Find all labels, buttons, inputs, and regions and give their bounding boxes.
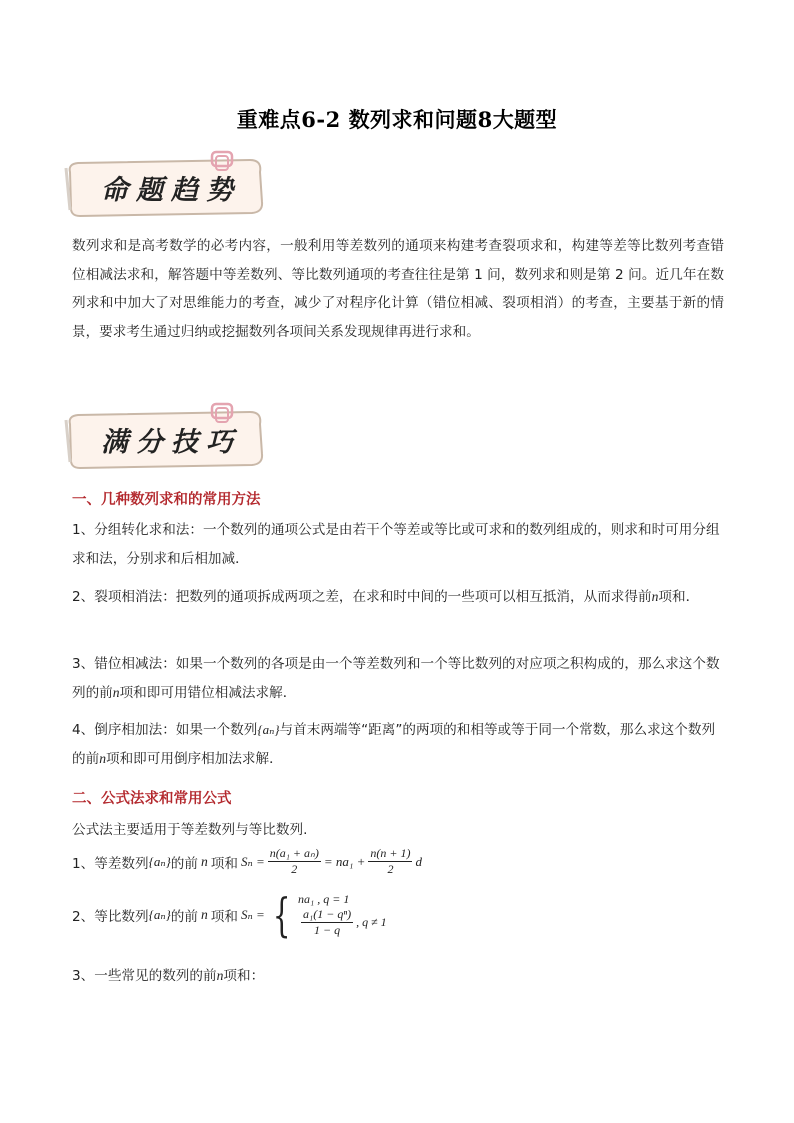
method-3: 3、错位相减法：如果一个数列的各项是由一个等差数列和一个等比数列的对应项之积构成的，那么求这个数列的前n项和即可用错位相减法求解． [72,656,720,701]
section2-heading: 二、公式法求和常用公式 [72,791,232,807]
method-4: 4、倒序相加法：如果一个数列{aₙ}与首末两端等“距离”的两项的和相等或等于同一个常数，那么求这个数列的前n项和即可用倒序相加法求解． [72,722,716,767]
method-1: 1、分组转化求和法：一个数列的通项公式是由若干个等差或等比或可求和的数列组成的，则求和时可用分组求和法，分别求和后相加减． [72,522,720,567]
geometric-sum-formula: 2、等比数列 {aₙ} 的前 n 项和 Sₙ = { na₁ , q = 1 $\frac{\text{a₁(1 − qⁿ)}}{1 - q}$ , q ≠ 1 [72,888,387,942]
page-title: 重难点6-2 数列求和问题8大题型 [236,107,558,132]
left-brace-icon: { [272,888,291,942]
common-sums-intro: 3、一些常见的数列的前n项和： [72,968,265,984]
trend-banner-text: 命题趋势 [101,175,241,206]
section2-intro: 公式法主要适用于等差数列与等比数列. [72,822,308,838]
method-2: 2、裂项相消法：把数列的通项拆成两项之差，在求和时中间的一些项可以相互抵消，从而求得前n项和． [72,589,700,605]
arithmetic-sum-formula: 1、等差数列 {aₙ} 的前 n 项和 Sₙ = $\frac{\text{n(a₁ + aₙ)}}{2}$ = na₁ + $\frac{n(n + 1)}{2}$ d [72,846,422,876]
trend-banner [64,150,264,220]
section1-heading: 一、几种数列求和的常用方法 [72,492,261,508]
skills-banner-text: 满分技巧 [101,427,241,458]
skills-banner [64,402,264,472]
intro-paragraph: 数列求和是高考数学的必考内容，一般利用等差数列的通项来构建考查裂项求和，构建等差等比数列考查错位相减法求和，解答题中等差数列、等比数列通项的考查往往是第 1 问，数列求和则是第 2 问。近几年在数列求和中加大了对思维能力的考查，减少了对程序化计算（错位相减、裂项相消）的考查，主要基于新的情景，要求考生通过归纳或挖掘数列各项间关系发现规律再进行求和。 [72,238,724,340]
